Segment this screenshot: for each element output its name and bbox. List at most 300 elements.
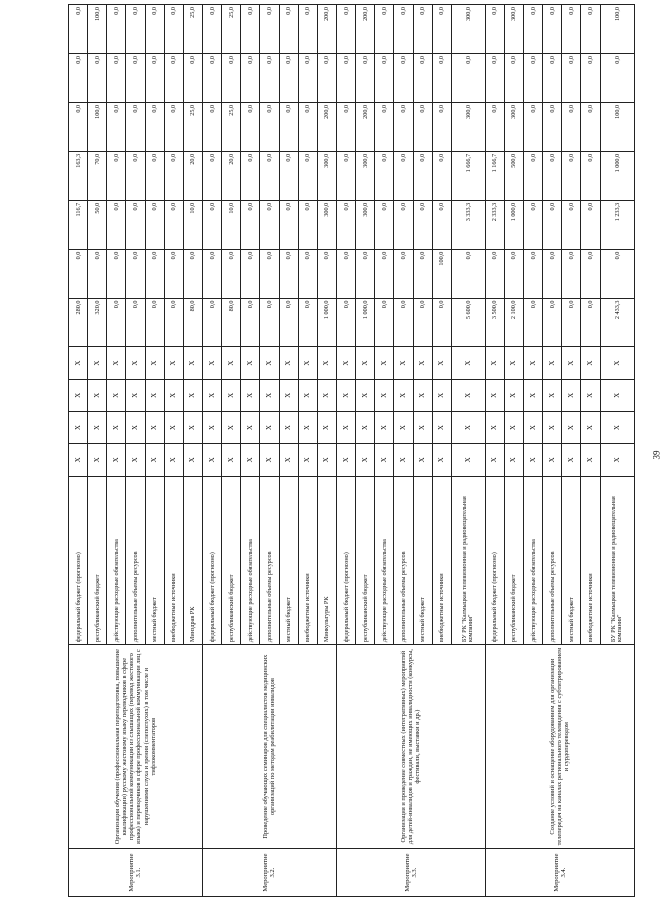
x-mark-cell: X — [145, 444, 164, 476]
amount-cell: 0,0 — [241, 298, 260, 347]
budget-table-body — [69, 5, 635, 897]
amount-cell: 0,0 — [432, 5, 451, 54]
amount-cell: 0,0 — [581, 54, 600, 103]
funding-source: БУ РК "Калмыцкая телевизионная и радиовещательная компания" — [451, 476, 485, 645]
x-mark-cell: X — [164, 411, 183, 443]
amount-cell: 2 433,3 — [600, 298, 634, 347]
amount-cell: 0,0 — [260, 151, 279, 200]
amount-cell: 100,0 — [600, 102, 634, 151]
amount-cell: 0,0 — [107, 54, 126, 103]
x-mark-cell: X — [222, 379, 241, 411]
amount-cell: 0,0 — [202, 54, 221, 103]
funding-source: действующие расходные обязательства — [107, 476, 126, 645]
amount-cell: 0,0 — [543, 54, 562, 103]
x-mark-cell: X — [375, 411, 394, 443]
amount-cell: 0,0 — [202, 200, 221, 249]
amount-cell: 0,0 — [394, 249, 413, 298]
amount-cell: 0,0 — [145, 102, 164, 151]
amount-cell: 0,0 — [317, 54, 336, 103]
x-mark-cell: X — [336, 411, 355, 443]
rotated-table-container — [68, 4, 635, 897]
x-mark-cell: X — [126, 379, 145, 411]
amount-cell: 0,0 — [375, 298, 394, 347]
funding-source: дополнительные объемы ресурсов — [543, 476, 562, 645]
amount-cell: 0,0 — [524, 298, 543, 347]
x-mark-cell: X — [145, 379, 164, 411]
x-mark-cell: X — [413, 411, 432, 443]
amount-cell: 0,0 — [524, 200, 543, 249]
funding-source: БУ РК "Калмыцкая телевизионная и радиовещательная компания" — [600, 476, 634, 645]
amount-cell: 0,0 — [145, 54, 164, 103]
amount-cell: 0,0 — [222, 54, 241, 103]
funding-source: республиканский бюджет — [356, 476, 375, 645]
amount-cell: 0,0 — [260, 54, 279, 103]
amount-cell: 0,0 — [543, 298, 562, 347]
amount-cell: 0,0 — [298, 54, 317, 103]
x-mark-cell: X — [375, 444, 394, 476]
event-title: Организация и проведение совместных (интегративных) мероприятий для детей-инвалидов и граждан, не имеющих инвалидности (конкурсы, фестивали, выставки и др.) — [336, 645, 485, 849]
x-mark-cell: X — [260, 347, 279, 379]
x-mark-cell: X — [451, 379, 485, 411]
x-mark-cell: X — [202, 411, 221, 443]
x-mark-cell: X — [126, 347, 145, 379]
amount-cell: 0,0 — [562, 151, 581, 200]
x-mark-cell: X — [279, 444, 298, 476]
x-mark-cell: X — [543, 444, 562, 476]
funding-source: внебюджетные источники — [298, 476, 317, 645]
amount-cell: 25,0 — [222, 102, 241, 151]
amount-cell: 0,0 — [356, 54, 375, 103]
x-mark-cell: X — [600, 444, 634, 476]
x-mark-cell: X — [485, 411, 504, 443]
x-mark-cell: X — [485, 379, 504, 411]
amount-cell: 70,0 — [88, 151, 107, 200]
funding-source: внебюджетные источники — [164, 476, 183, 645]
x-mark-cell: X — [241, 379, 260, 411]
amount-cell: 0,0 — [279, 5, 298, 54]
x-mark-cell: X — [413, 347, 432, 379]
amount-cell: 0,0 — [394, 200, 413, 249]
amount-cell: 0,0 — [279, 102, 298, 151]
x-mark-cell: X — [145, 411, 164, 443]
x-mark-cell: X — [562, 411, 581, 443]
x-mark-cell: X — [69, 379, 88, 411]
amount-cell: 0,0 — [543, 200, 562, 249]
amount-cell: 0,0 — [126, 151, 145, 200]
x-mark-cell: X — [562, 347, 581, 379]
amount-cell: 100,0 — [88, 102, 107, 151]
x-mark-cell: X — [69, 347, 88, 379]
budget-table — [68, 4, 635, 897]
amount-cell: 0,0 — [485, 54, 504, 103]
amount-cell: 10,0 — [222, 200, 241, 249]
x-mark-cell: X — [356, 347, 375, 379]
amount-cell: 0,0 — [600, 249, 634, 298]
amount-cell: 0,0 — [260, 102, 279, 151]
x-mark-cell: X — [413, 444, 432, 476]
amount-cell: 0,0 — [394, 151, 413, 200]
amount-cell: 2 100,0 — [504, 298, 523, 347]
amount-cell: 0,0 — [202, 5, 221, 54]
x-mark-cell: X — [183, 379, 202, 411]
funding-source: действующие расходные обязательства — [375, 476, 394, 645]
x-mark-cell: X — [317, 444, 336, 476]
x-mark-cell: X — [432, 411, 451, 443]
amount-cell: 0,0 — [260, 5, 279, 54]
amount-cell: 0,0 — [241, 249, 260, 298]
amount-cell: 25,0 — [183, 102, 202, 151]
amount-cell: 0,0 — [145, 298, 164, 347]
amount-cell: 0,0 — [375, 200, 394, 249]
amount-cell: 0,0 — [485, 5, 504, 54]
x-mark-cell: X — [375, 347, 394, 379]
amount-cell: 0,0 — [241, 54, 260, 103]
amount-cell: 0,0 — [600, 54, 634, 103]
amount-cell: 0,0 — [543, 151, 562, 200]
amount-cell: 0,0 — [88, 249, 107, 298]
x-mark-cell: X — [183, 347, 202, 379]
amount-cell: 0,0 — [183, 249, 202, 298]
funding-source: республиканский бюджет — [88, 476, 107, 645]
amount-cell: 0,0 — [504, 54, 523, 103]
amount-cell: 100,0 — [432, 249, 451, 298]
amount-cell: 0,0 — [336, 249, 355, 298]
event-label: Мероприятие 3.4. — [485, 849, 634, 897]
x-mark-cell: X — [581, 444, 600, 476]
amount-cell: 0,0 — [164, 200, 183, 249]
amount-cell: 0,0 — [581, 151, 600, 200]
funding-source: дополнительные объемы ресурсов — [394, 476, 413, 645]
x-mark-cell: X — [279, 411, 298, 443]
x-mark-cell: X — [126, 444, 145, 476]
x-mark-cell: X — [375, 379, 394, 411]
x-mark-cell: X — [581, 411, 600, 443]
amount-cell: 320,0 — [88, 298, 107, 347]
funding-source: местный бюджет — [562, 476, 581, 645]
amount-cell: 0,0 — [126, 54, 145, 103]
amount-cell: 0,0 — [413, 54, 432, 103]
x-mark-cell: X — [107, 379, 126, 411]
amount-cell: 0,0 — [298, 5, 317, 54]
amount-cell: 3 500,0 — [485, 298, 504, 347]
x-mark-cell: X — [600, 379, 634, 411]
amount-cell: 25,0 — [222, 5, 241, 54]
amount-cell: 0,0 — [241, 200, 260, 249]
amount-cell: 0,0 — [126, 298, 145, 347]
amount-cell: 0,0 — [279, 200, 298, 249]
x-mark-cell: X — [164, 347, 183, 379]
amount-cell: 0,0 — [279, 151, 298, 200]
amount-cell: 0,0 — [88, 54, 107, 103]
amount-cell: 0,0 — [413, 151, 432, 200]
amount-cell: 25,0 — [183, 5, 202, 54]
x-mark-cell: X — [241, 444, 260, 476]
amount-cell: 300,0 — [504, 102, 523, 151]
amount-cell: 0,0 — [581, 5, 600, 54]
amount-cell: 0,0 — [107, 5, 126, 54]
x-mark-cell: X — [183, 444, 202, 476]
amount-cell: 0,0 — [126, 200, 145, 249]
amount-cell: 0,0 — [145, 151, 164, 200]
table-row — [69, 5, 88, 897]
amount-cell: 0,0 — [336, 5, 355, 54]
amount-cell: 300,0 — [356, 200, 375, 249]
x-mark-cell: X — [413, 379, 432, 411]
x-mark-cell: X — [562, 379, 581, 411]
x-mark-cell: X — [356, 411, 375, 443]
amount-cell: 0,0 — [413, 5, 432, 54]
amount-cell: 0,0 — [164, 249, 183, 298]
amount-cell: 0,0 — [485, 249, 504, 298]
x-mark-cell: X — [524, 347, 543, 379]
x-mark-cell: X — [202, 347, 221, 379]
x-mark-cell: X — [432, 444, 451, 476]
amount-cell: 0,0 — [107, 102, 126, 151]
amount-cell: 0,0 — [107, 200, 126, 249]
x-mark-cell: X — [394, 347, 413, 379]
budget-table-page — [68, 4, 662, 897]
amount-cell: 0,0 — [298, 102, 317, 151]
amount-cell: 1 000,0 — [504, 200, 523, 249]
amount-cell: 0,0 — [562, 298, 581, 347]
amount-cell: 0,0 — [375, 5, 394, 54]
funding-source: федеральный бюджет (прогнозно) — [202, 476, 221, 645]
amount-cell: 1 233,3 — [600, 200, 634, 249]
x-mark-cell: X — [241, 411, 260, 443]
amount-cell: 0,0 — [145, 5, 164, 54]
funding-source: республиканский бюджет — [504, 476, 523, 645]
amount-cell: 0,0 — [524, 249, 543, 298]
amount-cell: 0,0 — [356, 249, 375, 298]
amount-cell: 1 666,7 — [451, 151, 485, 200]
funding-source: местный бюджет — [145, 476, 164, 645]
amount-cell: 0,0 — [317, 249, 336, 298]
amount-cell: 0,0 — [164, 5, 183, 54]
x-mark-cell: X — [432, 347, 451, 379]
x-mark-cell: X — [581, 379, 600, 411]
x-mark-cell: X — [600, 347, 634, 379]
x-mark-cell: X — [88, 347, 107, 379]
x-mark-cell: X — [336, 444, 355, 476]
amount-cell: 80,0 — [183, 298, 202, 347]
amount-cell: 0,0 — [298, 298, 317, 347]
x-mark-cell: X — [298, 379, 317, 411]
amount-cell: 5 600,0 — [451, 298, 485, 347]
event-title: Проведение обучающих семинаров для специалистов медицинских организаций по методам реабилитации инвалидов — [202, 645, 336, 849]
x-mark-cell: X — [88, 444, 107, 476]
x-mark-cell: X — [164, 444, 183, 476]
amount-cell: 300,0 — [317, 200, 336, 249]
x-mark-cell: X — [432, 379, 451, 411]
amount-cell: 280,0 — [69, 298, 88, 347]
amount-cell: 0,0 — [562, 200, 581, 249]
amount-cell: 0,0 — [145, 249, 164, 298]
x-mark-cell: X — [581, 347, 600, 379]
amount-cell: 0,0 — [581, 200, 600, 249]
amount-cell: 200,0 — [317, 102, 336, 151]
amount-cell: 0,0 — [126, 102, 145, 151]
x-mark-cell: X — [504, 379, 523, 411]
x-mark-cell: X — [394, 379, 413, 411]
x-mark-cell: X — [562, 444, 581, 476]
funding-source: местный бюджет — [413, 476, 432, 645]
amount-cell: 0,0 — [241, 5, 260, 54]
amount-cell: 0,0 — [394, 54, 413, 103]
amount-cell: 116,7 — [69, 200, 88, 249]
x-mark-cell: X — [485, 444, 504, 476]
amount-cell: 0,0 — [202, 249, 221, 298]
x-mark-cell: X — [451, 444, 485, 476]
x-mark-cell: X — [202, 444, 221, 476]
event-title: Организация обучения (профессиональная переподготовка, повышение квалификации) русскому жестовому языку переводчиков в сфере профессиональной коммуникации из слышащих (перевод жестового языка) и переводчиков в сфере профессиональной коммуникации лиц с нарушениями слуха и зрения (слепоглухих) в том числе и тифлокомментаторов — [69, 645, 203, 849]
funding-source: местный бюджет — [279, 476, 298, 645]
funding-source: Минздрав РК — [183, 476, 202, 645]
amount-cell: 0,0 — [241, 102, 260, 151]
x-mark-cell: X — [183, 411, 202, 443]
funding-source: дополнительные объемы ресурсов — [260, 476, 279, 645]
amount-cell: 0,0 — [543, 5, 562, 54]
amount-cell: 20,0 — [222, 151, 241, 200]
table-row — [336, 5, 355, 897]
amount-cell: 0,0 — [183, 54, 202, 103]
x-mark-cell: X — [543, 379, 562, 411]
x-mark-cell: X — [69, 411, 88, 443]
amount-cell: 0,0 — [413, 249, 432, 298]
x-mark-cell: X — [222, 347, 241, 379]
x-mark-cell: X — [107, 444, 126, 476]
amount-cell: 0,0 — [394, 102, 413, 151]
amount-cell: 0,0 — [543, 102, 562, 151]
amount-cell: 0,0 — [581, 102, 600, 151]
amount-cell: 0,0 — [164, 102, 183, 151]
amount-cell: 0,0 — [107, 298, 126, 347]
amount-cell: 0,0 — [562, 249, 581, 298]
amount-cell: 0,0 — [279, 298, 298, 347]
amount-cell: 0,0 — [164, 151, 183, 200]
amount-cell: 0,0 — [126, 249, 145, 298]
amount-cell: 300,0 — [504, 5, 523, 54]
event-title: Создание условий и оснащение оборудованием для организации телепередач на каналах регионального телевидения с субтитрированием и сурдопереводом — [485, 645, 634, 849]
x-mark-cell: X — [260, 379, 279, 411]
amount-cell: 0,0 — [164, 54, 183, 103]
amount-cell: 0,0 — [298, 200, 317, 249]
amount-cell: 1 166,7 — [485, 151, 504, 200]
amount-cell: 0,0 — [485, 102, 504, 151]
amount-cell: 0,0 — [260, 298, 279, 347]
amount-cell: 0,0 — [375, 249, 394, 298]
x-mark-cell: X — [394, 444, 413, 476]
amount-cell: 0,0 — [336, 102, 355, 151]
amount-cell: 0,0 — [69, 102, 88, 151]
amount-cell: 300,0 — [356, 151, 375, 200]
funding-source: дополнительные объемы ресурсов — [126, 476, 145, 645]
amount-cell: 1 000,0 — [317, 298, 336, 347]
x-mark-cell: X — [279, 347, 298, 379]
x-mark-cell: X — [504, 444, 523, 476]
amount-cell: 0,0 — [202, 151, 221, 200]
amount-cell: 0,0 — [298, 249, 317, 298]
amount-cell: 0,0 — [524, 54, 543, 103]
amount-cell: 0,0 — [543, 249, 562, 298]
x-mark-cell: X — [485, 347, 504, 379]
amount-cell: 0,0 — [336, 200, 355, 249]
amount-cell: 0,0 — [432, 102, 451, 151]
amount-cell: 1 000,0 — [356, 298, 375, 347]
event-label: Мероприятие 3.3. — [336, 849, 485, 897]
amount-cell: 0,0 — [69, 54, 88, 103]
amount-cell: 500,0 — [504, 151, 523, 200]
x-mark-cell: X — [88, 411, 107, 443]
amount-cell: 0,0 — [107, 249, 126, 298]
x-mark-cell: X — [145, 347, 164, 379]
x-mark-cell: X — [356, 379, 375, 411]
table-row — [485, 5, 504, 897]
funding-source: внебюджетные источники — [432, 476, 451, 645]
amount-cell: 0,0 — [432, 54, 451, 103]
x-mark-cell: X — [543, 347, 562, 379]
amount-cell: 0,0 — [126, 5, 145, 54]
amount-cell: 0,0 — [298, 151, 317, 200]
x-mark-cell: X — [504, 347, 523, 379]
amount-cell: 0,0 — [202, 102, 221, 151]
x-mark-cell: X — [524, 444, 543, 476]
x-mark-cell: X — [356, 444, 375, 476]
amount-cell: 0,0 — [451, 54, 485, 103]
amount-cell: 0,0 — [375, 151, 394, 200]
x-mark-cell: X — [88, 379, 107, 411]
amount-cell: 0,0 — [202, 298, 221, 347]
amount-cell: 200,0 — [356, 5, 375, 54]
amount-cell: 0,0 — [413, 102, 432, 151]
x-mark-cell: X — [336, 379, 355, 411]
x-mark-cell: X — [543, 411, 562, 443]
event-label: Мероприятие 3.1. — [69, 849, 203, 897]
amount-cell: 0,0 — [432, 200, 451, 249]
x-mark-cell: X — [298, 411, 317, 443]
amount-cell: 200,0 — [317, 5, 336, 54]
amount-cell: 0,0 — [375, 54, 394, 103]
x-mark-cell: X — [451, 411, 485, 443]
amount-cell: 1 000,0 — [600, 151, 634, 200]
x-mark-cell: X — [394, 411, 413, 443]
funding-source: Минкультуры РК — [317, 476, 336, 645]
amount-cell: 300,0 — [317, 151, 336, 200]
x-mark-cell: X — [298, 347, 317, 379]
amount-cell: 0,0 — [260, 200, 279, 249]
amount-cell: 0,0 — [394, 5, 413, 54]
amount-cell: 100,0 — [88, 5, 107, 54]
amount-cell: 3 333,3 — [451, 200, 485, 249]
x-mark-cell: X — [260, 411, 279, 443]
funding-source: федеральный бюджет (прогнозно) — [69, 476, 88, 645]
amount-cell: 0,0 — [413, 200, 432, 249]
amount-cell: 163,3 — [69, 151, 88, 200]
x-mark-cell: X — [317, 379, 336, 411]
x-mark-cell: X — [504, 411, 523, 443]
amount-cell: 300,0 — [451, 5, 485, 54]
event-label: Мероприятие 3.2. — [202, 849, 336, 897]
amount-cell: 0,0 — [581, 249, 600, 298]
x-mark-cell: X — [524, 379, 543, 411]
amount-cell: 0,0 — [279, 249, 298, 298]
x-mark-cell: X — [202, 379, 221, 411]
amount-cell: 0,0 — [375, 102, 394, 151]
amount-cell: 0,0 — [145, 200, 164, 249]
amount-cell: 0,0 — [432, 151, 451, 200]
amount-cell: 0,0 — [524, 151, 543, 200]
x-mark-cell: X — [222, 444, 241, 476]
x-mark-cell: X — [317, 347, 336, 379]
